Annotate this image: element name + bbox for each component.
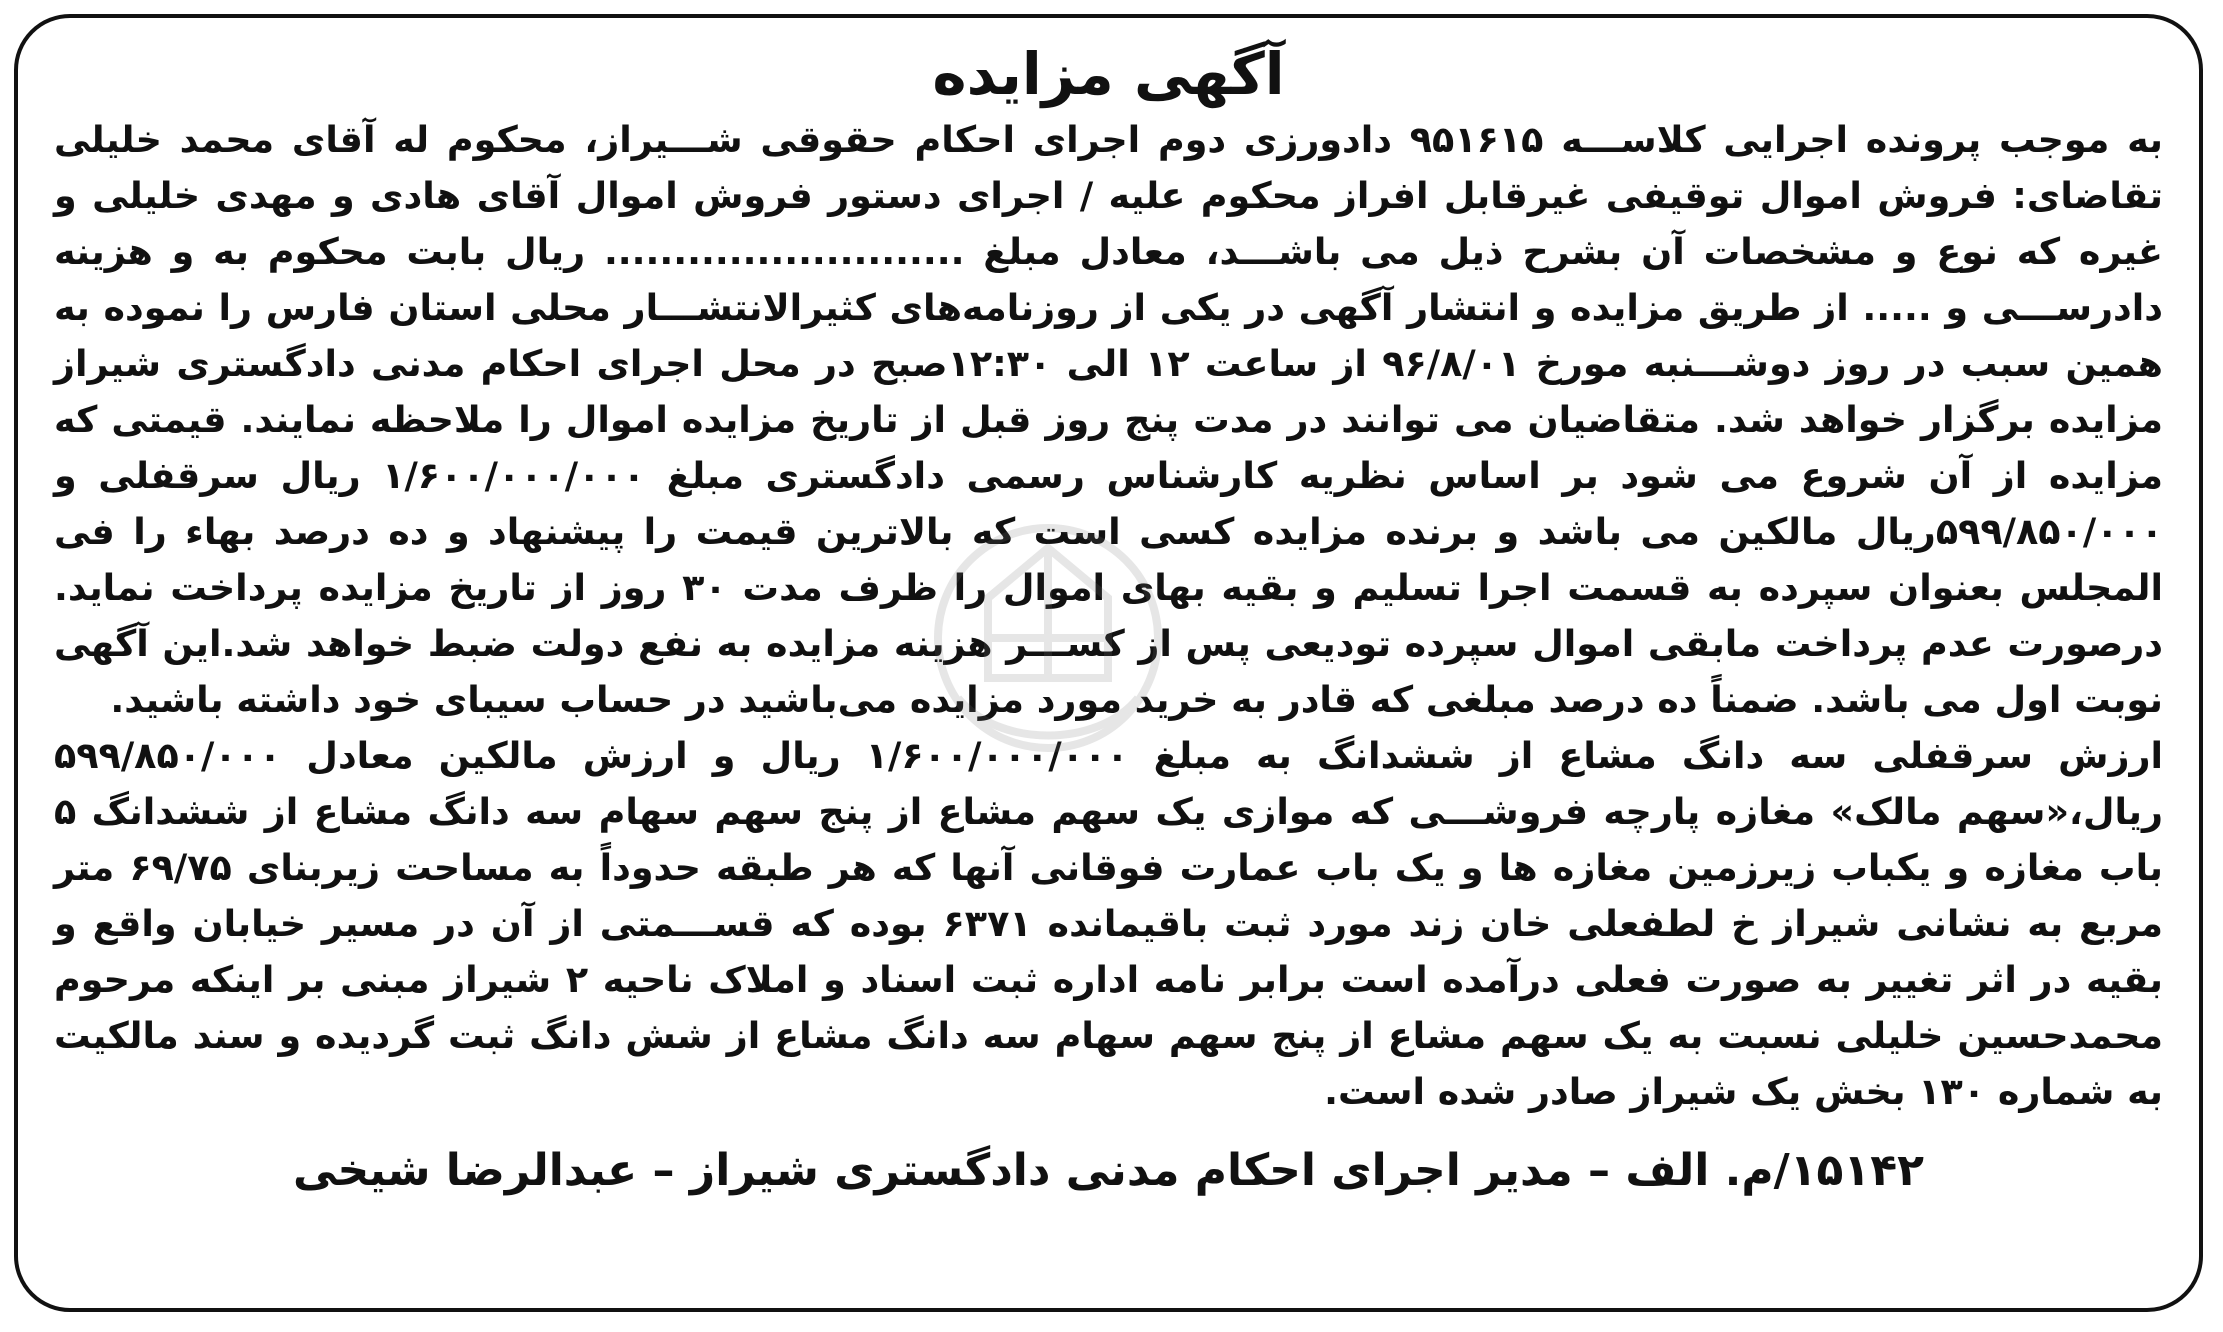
notice-title: آگهی مزایده: [932, 40, 1285, 108]
notice-content: [54, 36, 2163, 1290]
notice-frame: [14, 14, 2203, 1312]
notice-paragraph-terms: به موجب پرونده اجرایی کلاســـه ۹۵۱۶۱۵ دادورزی دوم اجرای احکام حقوقی شـــیراز، محکوم له آقای محمد خلیلی تقاضای: فروش اموال توقیفی غیرقابل افراز محکوم علیه / اجرای دستور فروش اموال آقای هادی و مهدی خلیلی و غیره که نوع و مشخصات آن بشرح ذیل می باشـــد، معادل مبلغ .......................... ریال بابت محکوم به و هزینه دادرســـی و ..... از طریق مزایده و انتشار آگهی در یکی از روزنامه‌های کثیرالانتشـــار محلی استان فارس را نموده به همین سبب در روز دوشـــنبه مورخ ۹۶/۸/۰۱ از ساعت ۱۲ الی ۱۲:۳۰صبح در محل اجرای احکام مدنی دادگستری شیراز مزایده برگزار خواهد شد. متقاضیان می توانند در مدت پنج روز قبل از تاریخ مزایده اموال را ملاحظه نمایند. قیمتی که مزایده از آن شروع می شود بر اساس نظریه کارشناس رسمی دادگستری مبلغ ۱/۶۰۰/۰۰۰/۰۰۰ ریال سرقفلی و ۵۹۹/۸۵۰/۰۰۰ریال مالکین می باشد و برنده مزایده کسی است که بالاترین قیمت را پیشنهاد و ده درصد بهاء را فی المجلس بعنوان سپرده به قسمت اجرا تسلیم و بقیه بهای اموال را ظرف مدت ۳۰ روز از تاریخ مزایده پرداخت نماید. درصورت عدم پرداخت مابقی اموال سپرده تودیعی پس از کســـر هزینه مزایده به نفع دولت ضبط خواهد شد.این آگهی نوبت اول می باشد. ضمناً ده درصد مبلغی که قادر به خرید مورد مزایده می‌باشید در حساب سیبای خود داشته باشید.: [54, 118, 2164, 721]
notice-signature: ۱۵۱۴۲/م. الف – مدیر اجرای احکام مدنی دادگستری شیراز – عبدالرضا شیخی: [293, 1145, 1924, 1196]
notice-paragraph-property: ارزش سرقفلی سه دانگ مشاع از ششدانگ به مبلغ ۱/۶۰۰/۰۰۰/۰۰۰ ریال و ارزش مالکین معادل ۵۹۹/۸۵۰/۰۰۰ ریال،«سهم مالک» مغازه پارچه فروشـــی که موازی یک سهم مشاع از پنج سهم سهام سه دانگ مشاع از ششدانگ ۵ باب مغازه و یکباب زیرزمین مغازه ها و یک باب عمارت فوقانی آنها که هر طبقه حدوداً به مساحت زیربنای ۶۹/۷۵ متر مربع به نشانی شیراز خ لطفعلی خان زند مورد ثبت باقیمانده ۶۳۷۱ بوده که قســـمتی از آن در مسیر خیابان واقع و بقیه در اثر تغییر به صورت فعلی درآمده است برابر نامه اداره ثبت اسناد و املاک ناحیه ۲ شیراز مبنی بر اینکه مرحوم محمدحسین خلیلی نسبت به یک سهم مشاع از پنج سهم سهام سه دانگ مشاع از شش دانگ ثبت گردیده و سند مالکیت به شماره ۱۳۰ بخش یک شیراز صادر شده است.: [54, 734, 2164, 1113]
